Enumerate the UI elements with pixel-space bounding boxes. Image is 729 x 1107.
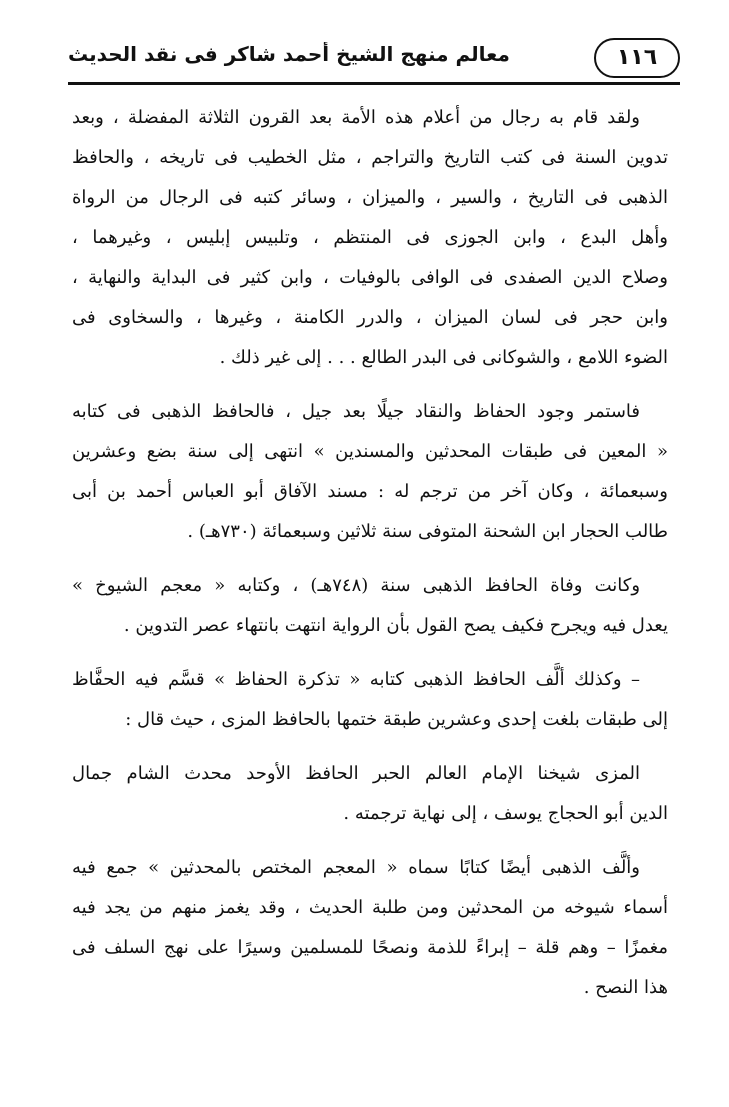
text-line: وابن حجر فى لسان الميزان ، والدرر الكامنة ، وغيرها ، والسخاوى فى [72,307,668,328]
paragraph-5 [72,754,668,834]
text-line: هذا النصح . [583,977,668,998]
text-line: وألَّف الذهبى أيضًا كتابًا سماه « المعجم المختص بالمحدثين » جمع فيه [72,857,640,878]
text-line: « المعين فى طبقات المحدثين والمسندين » انتهى إلى سنة بضع وعشرين [72,441,668,462]
page-header [68,38,680,88]
text-line: أسماء شيوخه من المحدثين ومن طلبة الحديث ، وقد يغمز منهم من يجد فيه [72,897,668,918]
text-line: الذهبى فى التاريخ ، والسير ، والميزان ، وسائر كتبه فى الرجال من الرواة [72,187,668,208]
text-line: المزى شيخنا الإمام العالم الحبر الحافظ الأوحد محدث الشام جمال [72,763,640,784]
text-line: الدين أبو الحجاج يوسف ، إلى نهاية ترجمته . [343,803,668,824]
text-line: الضوء اللامع ، والشوكانى فى البدر الطالع . . . إلى غير ذلك . [219,347,668,368]
running-title: معالم منهج الشيخ أحمد شاكر فى نقد الحديث [68,42,510,66]
text-line: ولقد قام به رجال من أعلام هذه الأمة بعد القرون الثلاثة المفضلة ، وبعد [72,107,640,128]
text-line: وصلاح الدين الصفدى فى الوافى بالوفيات ، وابن كثير فى البداية والنهاية ، [72,267,668,288]
body-text [72,98,668,1022]
text-line: يعدل فيه ويجرح فكيف يصح القول بأن الرواية انتهت بانتهاء عصر التدوين . [123,615,668,636]
page-number: ١١٦ [594,38,680,78]
paragraph-2 [72,392,668,552]
text-line: إلى طبقات بلغت إحدى وعشرين طبقة ختمها بالحافظ المزى ، حيث قال : [125,709,668,730]
text-line: طالب الحجار ابن الشحنة المتوفى سنة ثلاثين وسبعمائة (٧٣٠هـ) . [187,521,668,542]
paragraph-3 [72,566,668,646]
text-line: مغمزًا – وهم قلة – إبراءً للذمة ونصحًا للمسلمين وسيرًا على نهج السلف فى [72,937,668,958]
text-line: وسبعمائة ، وكان آخر من ترجم له : مسند الآفاق أبو العباس أحمد بن أبى [72,481,668,502]
text-line: فاستمر وجود الحفاظ والنقاد جيلًا بعد جيل ، فالحافظ الذهبى فى كتابه [72,401,640,422]
text-line: وأهل البدع ، وابن الجوزى فى المنتظم ، وتلبيس إبليس ، وغيرهما ، [72,227,668,248]
text-line: تدوين السنة فى كتب التاريخ والتراجم ، مثل الخطيب فى تاريخه ، والحافظ [72,147,668,168]
text-line: – وكذلك ألَّف الحافظ الذهبى كتابه « تذكرة الحفاظ » قسَّم فيه الحفَّاظ [72,669,640,690]
header-rule [68,82,680,85]
paragraph-6 [72,848,668,1008]
paragraph-4 [72,660,668,740]
text-line: وكانت وفاة الحافظ الذهبى سنة (٧٤٨هـ) ، وكتابه « معجم الشيوخ » [72,575,641,596]
paragraph-1 [72,98,668,378]
